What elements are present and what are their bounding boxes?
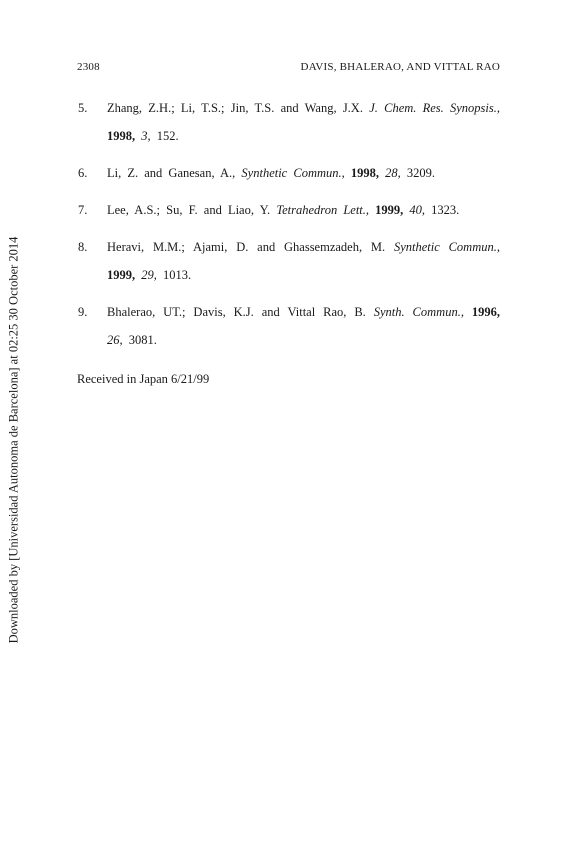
reference-pages: 1013. [163,268,192,282]
reference-volume: 40, [409,203,426,217]
page-number: 2308 [77,61,100,73]
reference-volume: 3, [141,129,151,143]
reference-item [78,233,500,289]
reference-number: 9. [78,305,88,319]
reference-pages: 3209. [406,166,436,180]
reference-volume: 28, [385,166,401,180]
reference-journal: Synthetic Commun., [393,240,500,254]
download-watermark: Downloaded by [Universidad Autonoma de Barcelona] at 02:25 30 October 2014 [6,236,21,644]
reference-authors: Zhang, Z.H.; Li, T.S.; Jin, T.S. and Wang, J.X. [107,101,363,115]
reference-journal: Tetrahedron Lett., [276,203,370,217]
reference-journal: J. Chem. Res. Synopsis., [369,101,501,115]
reference-authors: Bhalerao, UT.; Davis, K.J. and Vittal Rao, B. [107,305,366,319]
reference-number: 8. [78,240,88,254]
reference-year: 1996, [471,305,501,319]
reference-number: 5. [78,101,88,115]
reference-item [78,196,500,224]
reference-journal: Synthetic Commun., [241,166,345,180]
reference-item [78,94,500,150]
reference-number: 6. [78,166,88,180]
reference-authors: Li, Z. and Ganesan, A., [107,166,236,180]
reference-year: 1999, [107,268,136,282]
reference-authors: Lee, A.S.; Su, F. and Liao, Y. [107,203,271,217]
running-head: DAVIS, BHALERAO, AND VITTAL RAO [300,61,500,73]
reference-volume: 29, [141,268,157,282]
reference-year: 1998, [107,129,136,143]
reference-pages: 3081. [128,333,157,347]
reference-volume: 26, [107,333,123,347]
reference-item [78,298,500,354]
reference-list [78,94,500,363]
reference-year: 1999, [375,203,404,217]
reference-authors: Heravi, M.M.; Ajami, D. and Ghassemzadeh, M. [107,240,386,254]
reference-number: 7. [78,203,88,217]
reference-item [78,159,500,187]
reference-pages: 1323. [431,203,460,217]
reference-year: 1998, [350,166,380,180]
reference-journal: Synth. Commun., [373,305,464,319]
reference-pages: 152. [156,129,179,143]
received-date-note: Received in Japan 6/21/99 [77,372,210,386]
